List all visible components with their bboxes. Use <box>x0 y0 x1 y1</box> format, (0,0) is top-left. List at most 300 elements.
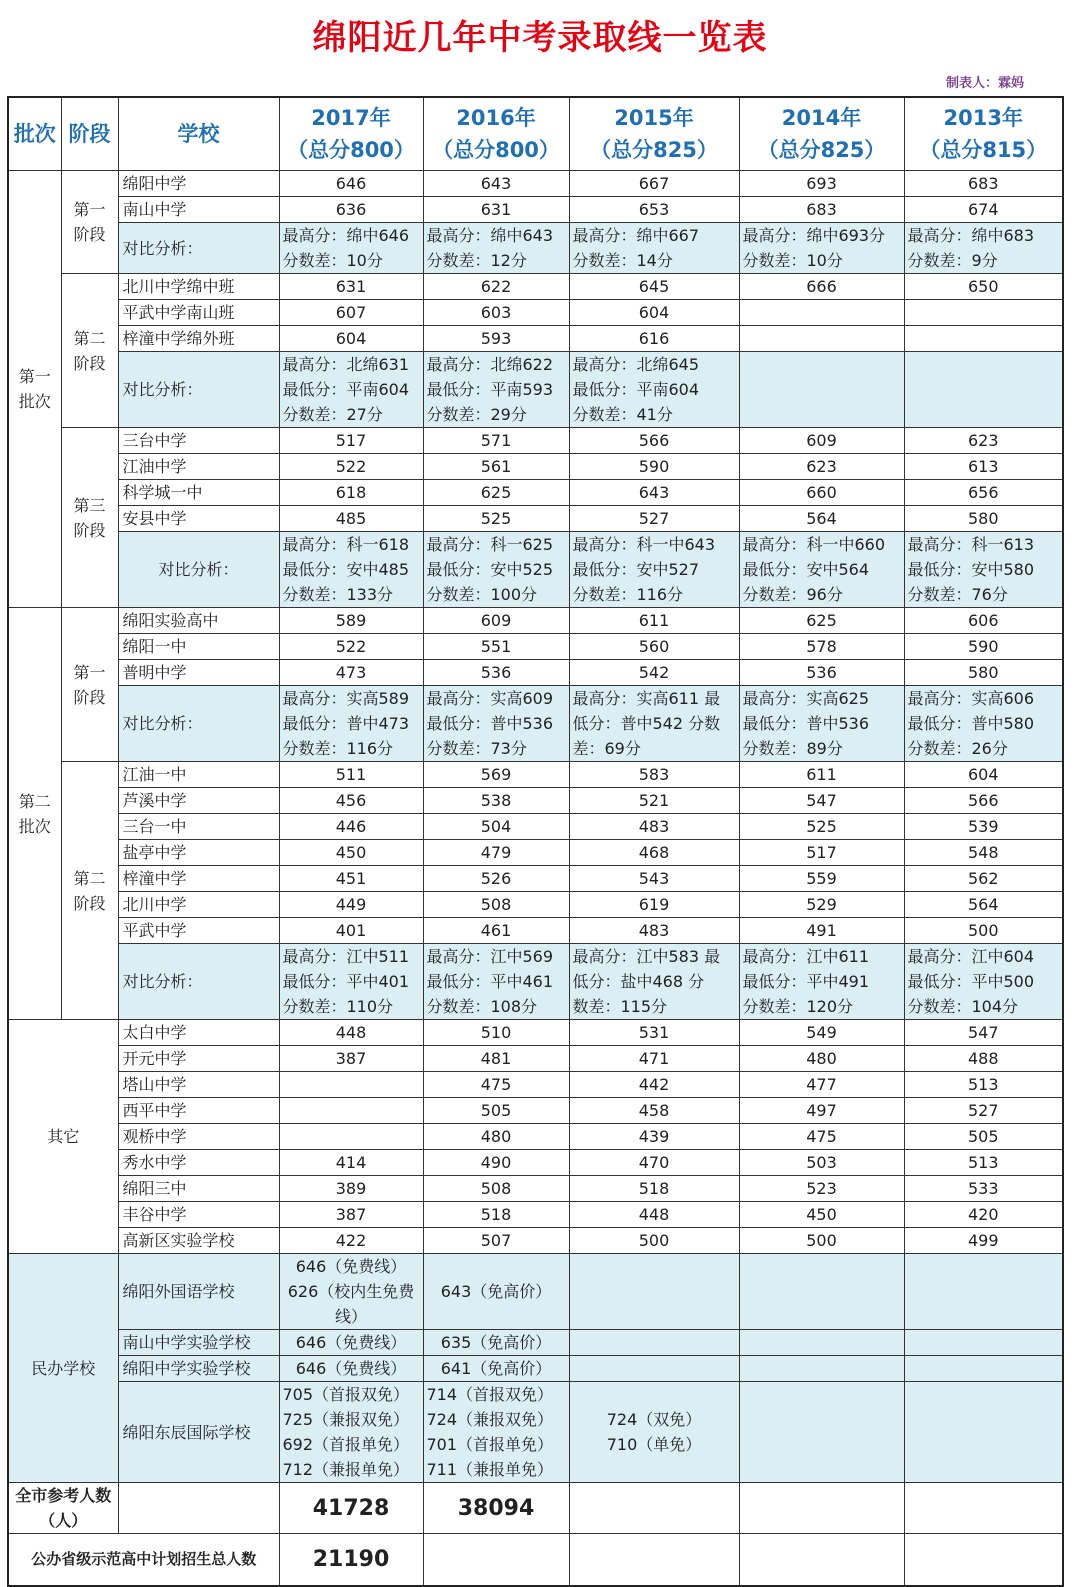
table-row <box>8 1176 1063 1202</box>
score-cell: 448 <box>279 1020 423 1046</box>
header-year <box>739 97 904 171</box>
cell-line: 最低分：平中401 <box>282 972 410 991</box>
header-batch: 批次 <box>8 97 61 171</box>
analysis-cell <box>423 223 569 274</box>
score-cell: 551 <box>423 634 569 660</box>
header-school: 学校 <box>118 97 279 171</box>
score-cell: 480 <box>739 1046 904 1072</box>
cell-line: 最高分：绵中646 <box>282 226 410 245</box>
table-row <box>8 1254 1063 1330</box>
school-name: 绵阳实验高中 <box>118 608 279 634</box>
score-cell: 631 <box>423 197 569 223</box>
cell-line: 最低分：平中461 <box>426 972 554 991</box>
cell-line: 分数差：10分 <box>282 251 383 270</box>
score-cell: 564 <box>904 892 1063 918</box>
score-cell: 559 <box>739 866 904 892</box>
score-cell: 401 <box>279 918 423 944</box>
cell-line: 643（免高价） <box>440 1282 552 1301</box>
score-cell: 490 <box>423 1150 569 1176</box>
cell-line: 低分：普中542 分数 <box>572 714 721 733</box>
score-cell: 503 <box>739 1150 904 1176</box>
school-name: 西平中学 <box>118 1098 279 1124</box>
cell-line: 最低分：安中527 <box>572 560 700 579</box>
school-name: 绵阳一中 <box>118 634 279 660</box>
score-cell: 481 <box>423 1046 569 1072</box>
score-cell: 483 <box>569 814 739 840</box>
analysis-cell <box>279 944 423 1020</box>
score-cell: 625 <box>739 608 904 634</box>
score-cell: 477 <box>739 1072 904 1098</box>
score-cell <box>739 326 904 352</box>
school-name: 太白中学 <box>118 1020 279 1046</box>
school-name: 绵阳中学实验学校 <box>118 1356 279 1382</box>
cell-line: 最高分：北绵645 <box>572 355 700 374</box>
cell-line: 692（首报单免） <box>282 1435 410 1454</box>
score-cell: 636 <box>279 197 423 223</box>
table-row <box>8 1046 1063 1072</box>
score-cell: 542 <box>569 660 739 686</box>
score-cell: 507 <box>423 1228 569 1254</box>
table-row <box>8 1330 1063 1356</box>
school-name: 北川中学 <box>118 892 279 918</box>
school-name: 三台一中 <box>118 814 279 840</box>
score-cell: 543 <box>569 866 739 892</box>
score-cell <box>279 1072 423 1098</box>
cell-line: 分数差：116分 <box>282 739 394 758</box>
cell-line: 最低分：普中580 <box>907 714 1035 733</box>
cell-line: 分数差：76分 <box>907 585 1008 604</box>
table-row <box>8 1020 1063 1046</box>
cell-line: 最高分：绵中643 <box>426 226 554 245</box>
cell-line: 最高分：绵中683 <box>907 226 1035 245</box>
score-cell: 518 <box>423 1202 569 1228</box>
cell-line: 最高分：科一中660 <box>742 535 886 554</box>
score-cell: 471 <box>569 1046 739 1072</box>
score-cell: 548 <box>904 840 1063 866</box>
score-cell: 660 <box>739 480 904 506</box>
school-name: 开元中学 <box>118 1046 279 1072</box>
score-cell: 450 <box>739 1202 904 1228</box>
score-cell <box>279 1382 423 1483</box>
score-cell: 525 <box>423 506 569 532</box>
score-cell: 539 <box>904 814 1063 840</box>
table-row <box>8 1356 1063 1382</box>
score-cell: 508 <box>423 1176 569 1202</box>
table-row <box>8 506 1063 532</box>
cell-line: 分数差：14分 <box>572 251 673 270</box>
score-cell: 580 <box>904 506 1063 532</box>
table-row <box>8 762 1063 788</box>
score-cell: 603 <box>423 300 569 326</box>
score-cell: 458 <box>569 1098 739 1124</box>
analysis-cell <box>569 532 739 608</box>
analysis-cell <box>279 686 423 762</box>
score-cell <box>904 1254 1063 1330</box>
analysis-cell <box>569 352 739 428</box>
examinees-label: 全市参考人数（人） <box>8 1483 118 1534</box>
school-name: 江油中学 <box>118 454 279 480</box>
examinees-value <box>569 1483 739 1534</box>
score-cell: 513 <box>904 1072 1063 1098</box>
score-cell: 523 <box>739 1176 904 1202</box>
score-cell <box>739 1356 904 1382</box>
school-name: 芦溪中学 <box>118 788 279 814</box>
total-label: （总分800） <box>432 138 560 162</box>
year-label: 2016年 <box>456 106 536 130</box>
score-cell <box>739 300 904 326</box>
school-name: 绵阳中学 <box>118 171 279 197</box>
cell-line: 最低分：平南593 <box>426 380 554 399</box>
score-cell <box>279 1098 423 1124</box>
score-cell <box>423 1356 569 1382</box>
score-cell: 483 <box>569 918 739 944</box>
cell-line: 711（兼报单免） <box>426 1460 554 1479</box>
score-cell: 461 <box>423 918 569 944</box>
cell-line: 714（首报双免） <box>426 1385 554 1404</box>
cell-line: 最高分：实高609 <box>426 689 554 708</box>
cell-line: 最低分：平南604 <box>572 380 700 399</box>
score-cell: 508 <box>423 892 569 918</box>
score-cell: 616 <box>569 326 739 352</box>
cell-line: 最低分：安中525 <box>426 560 554 579</box>
examinees-value: 41728 <box>279 1483 423 1534</box>
score-cell: 473 <box>279 660 423 686</box>
score-cell <box>279 1254 423 1330</box>
table-row <box>8 1382 1063 1483</box>
cell-line: 最低分：安中564 <box>742 560 870 579</box>
batch-label: 第一批次 <box>8 171 61 608</box>
score-cell: 529 <box>739 892 904 918</box>
score-cell: 578 <box>739 634 904 660</box>
score-cell: 521 <box>569 788 739 814</box>
header-year <box>423 97 569 171</box>
analysis-row <box>8 352 1063 428</box>
total-label: （总分815） <box>919 138 1048 162</box>
analysis-cell <box>423 686 569 762</box>
score-cell: 497 <box>739 1098 904 1124</box>
cell-line: 712（兼报单免） <box>282 1460 410 1479</box>
score-cell: 646 <box>279 171 423 197</box>
score-cell <box>904 1356 1063 1382</box>
score-cell <box>279 1124 423 1150</box>
score-cell: 604 <box>569 300 739 326</box>
score-cell: 619 <box>569 892 739 918</box>
table-row <box>8 480 1063 506</box>
score-cell: 580 <box>904 660 1063 686</box>
score-cell <box>739 1254 904 1330</box>
score-cell: 650 <box>904 274 1063 300</box>
cell-line: 最高分：江中611 <box>742 947 870 966</box>
cell-line: 分数差：12分 <box>426 251 527 270</box>
batch-label: 第二批次 <box>8 608 61 1020</box>
table-row <box>8 454 1063 480</box>
analysis-cell <box>739 223 904 274</box>
analysis-cell <box>739 686 904 762</box>
table-row <box>8 1098 1063 1124</box>
cell-line: 701（首报单免） <box>426 1435 554 1454</box>
score-cell: 538 <box>423 788 569 814</box>
cell-line: 分数差：10分 <box>742 251 843 270</box>
score-cell: 448 <box>569 1202 739 1228</box>
score-cell: 667 <box>569 171 739 197</box>
table-row <box>8 1228 1063 1254</box>
year-label: 2017年 <box>311 106 391 130</box>
analysis-label: 对比分析： <box>118 686 279 762</box>
analysis-label: 对比分析： <box>118 223 279 274</box>
score-cell: 609 <box>423 608 569 634</box>
score-cell: 560 <box>569 634 739 660</box>
school-name: 绵阳东辰国际学校 <box>118 1382 279 1483</box>
score-cell: 522 <box>279 454 423 480</box>
score-cell <box>569 1254 739 1330</box>
cell-line: 最高分：实高589 <box>282 689 410 708</box>
school-name: 绵阳三中 <box>118 1176 279 1202</box>
score-cell: 609 <box>739 428 904 454</box>
cell-line: 分数差：27分 <box>282 405 383 424</box>
cell-line: 最高分：科一中643 <box>572 535 716 554</box>
score-cell: 475 <box>739 1124 904 1150</box>
score-cell: 583 <box>569 762 739 788</box>
school-name: 南山中学实验学校 <box>118 1330 279 1356</box>
score-cell: 623 <box>739 454 904 480</box>
score-cell: 525 <box>739 814 904 840</box>
score-cell: 604 <box>279 326 423 352</box>
analysis-cell <box>904 532 1063 608</box>
score-cell: 517 <box>279 428 423 454</box>
score-cell: 510 <box>423 1020 569 1046</box>
score-cell: 491 <box>739 918 904 944</box>
analysis-cell <box>904 223 1063 274</box>
score-cell: 566 <box>904 788 1063 814</box>
score-cell: 485 <box>279 506 423 532</box>
cell-line: 分数差：120分 <box>742 997 854 1016</box>
score-cell: 593 <box>423 326 569 352</box>
stage-label: 第二阶段 <box>61 762 118 1020</box>
cell-line: 分数差：108分 <box>426 997 538 1016</box>
score-cell: 500 <box>739 1228 904 1254</box>
score-cell: 456 <box>279 788 423 814</box>
year-label: 2013年 <box>943 106 1023 130</box>
enroll-label: 公办省级示范高中计划招生总人数 <box>8 1534 279 1586</box>
analysis-row <box>8 223 1063 274</box>
stage-label: 第一阶段 <box>61 608 118 762</box>
school-name: 三台中学 <box>118 428 279 454</box>
table-row <box>8 197 1063 223</box>
score-cell: 590 <box>904 634 1063 660</box>
examinees-value: 38094 <box>423 1483 569 1534</box>
analysis-cell <box>569 944 739 1020</box>
score-cell: 468 <box>569 840 739 866</box>
header-stage: 阶段 <box>61 97 118 171</box>
cell-line: 低分：盐中468 分 <box>572 972 705 991</box>
examinees-value <box>904 1483 1063 1534</box>
stage-label: 第一阶段 <box>61 171 118 274</box>
table-row <box>8 274 1063 300</box>
score-cell: 511 <box>279 762 423 788</box>
table-row <box>8 1202 1063 1228</box>
score-cell <box>423 1382 569 1483</box>
analysis-label: 对比分析： <box>118 532 279 608</box>
header-year <box>904 97 1063 171</box>
analysis-cell <box>423 532 569 608</box>
score-cell: 613 <box>904 454 1063 480</box>
score-cell: 527 <box>569 506 739 532</box>
score-cell: 589 <box>279 608 423 634</box>
score-cell <box>904 300 1063 326</box>
analysis-cell <box>279 352 423 428</box>
cell-line: 最高分：科一625 <box>426 535 554 554</box>
table-row <box>8 634 1063 660</box>
score-cell: 693 <box>739 171 904 197</box>
table-row <box>8 326 1063 352</box>
analysis-cell <box>569 686 739 762</box>
score-cell: 439 <box>569 1124 739 1150</box>
cell-line: 数差：115分 <box>572 997 668 1016</box>
school-name: 江油一中 <box>118 762 279 788</box>
school-name: 观桥中学 <box>118 1124 279 1150</box>
score-cell: 564 <box>739 506 904 532</box>
score-cell <box>904 326 1063 352</box>
cell-line: 最高分：绵中667 <box>572 226 700 245</box>
admission-score-table <box>7 96 1064 1587</box>
cell-line: 626（校内生免费 <box>287 1282 415 1301</box>
score-cell: 611 <box>739 762 904 788</box>
score-cell: 656 <box>904 480 1063 506</box>
cell-line: 705（首报双免） <box>282 1385 410 1404</box>
cell-line: 724（双免） <box>606 1410 702 1429</box>
cell-line: 最高分：江中511 <box>282 947 410 966</box>
score-cell: 569 <box>423 762 569 788</box>
score-cell: 606 <box>904 608 1063 634</box>
score-cell <box>569 1330 739 1356</box>
school-name: 秀水中学 <box>118 1150 279 1176</box>
total-label: （总分825） <box>590 138 718 162</box>
cell-line: 分数差：9分 <box>907 251 998 270</box>
cell-line: 最低分：普中536 <box>742 714 870 733</box>
page-title: 绵阳近几年中考录取线一览表 <box>312 18 768 58</box>
table-body <box>8 171 1063 1586</box>
group-label-others: 其它 <box>8 1020 118 1254</box>
table-row <box>8 1072 1063 1098</box>
score-cell <box>279 1330 423 1356</box>
score-cell: 470 <box>569 1150 739 1176</box>
score-cell: 645 <box>569 274 739 300</box>
cell-line: 差：69分 <box>572 739 641 758</box>
score-cell: 607 <box>279 300 423 326</box>
year-label: 2015年 <box>614 106 694 130</box>
score-cell: 611 <box>569 608 739 634</box>
score-cell: 451 <box>279 866 423 892</box>
score-cell: 653 <box>569 197 739 223</box>
cell-line: 分数差：26分 <box>907 739 1008 758</box>
enroll-value: 21190 <box>279 1534 423 1586</box>
cell-line: 分数差：41分 <box>572 405 673 424</box>
analysis-cell <box>904 944 1063 1020</box>
score-cell: 504 <box>423 814 569 840</box>
table-row <box>8 428 1063 454</box>
analysis-cell <box>739 532 904 608</box>
score-cell: 536 <box>423 660 569 686</box>
score-cell: 536 <box>739 660 904 686</box>
cell-line: 最高分：实高625 <box>742 689 870 708</box>
score-cell: 547 <box>739 788 904 814</box>
school-name: 平武中学 <box>118 918 279 944</box>
cell-line: 最低分：平南604 <box>282 380 410 399</box>
school-name: 高新区实验学校 <box>118 1228 279 1254</box>
score-cell: 683 <box>904 171 1063 197</box>
score-cell: 517 <box>739 840 904 866</box>
total-label: （总分800） <box>287 138 415 162</box>
score-cell <box>904 1330 1063 1356</box>
table-row <box>8 1124 1063 1150</box>
table-row <box>8 892 1063 918</box>
table-row <box>8 300 1063 326</box>
score-cell: 450 <box>279 840 423 866</box>
analysis-cell <box>423 352 569 428</box>
score-cell: 562 <box>904 866 1063 892</box>
empty-cell <box>118 1483 279 1534</box>
cell-line: 最高分：科一618 <box>282 535 410 554</box>
cell-line: 分数差：73分 <box>426 739 527 758</box>
cell-line: 分数差：104分 <box>907 997 1019 1016</box>
cell-line: 最高分：绵中693分 <box>742 226 886 245</box>
score-cell <box>423 1254 569 1330</box>
school-name: 塔山中学 <box>118 1072 279 1098</box>
score-cell: 547 <box>904 1020 1063 1046</box>
cell-line: 线） <box>334 1307 367 1326</box>
cell-line: 635（免高价） <box>440 1333 552 1352</box>
cell-line: 646（免费线） <box>295 1359 407 1378</box>
score-cell: 442 <box>569 1072 739 1098</box>
score-cell: 561 <box>423 454 569 480</box>
score-cell: 526 <box>423 866 569 892</box>
score-cell: 571 <box>423 428 569 454</box>
cell-line: 724（兼报双免） <box>426 1410 554 1429</box>
year-label: 2014年 <box>781 106 862 130</box>
table-row <box>8 788 1063 814</box>
score-cell: 625 <box>423 480 569 506</box>
score-cell: 683 <box>739 197 904 223</box>
score-cell: 590 <box>569 454 739 480</box>
score-cell: 522 <box>279 634 423 660</box>
cell-line: 分数差：89分 <box>742 739 843 758</box>
table-row <box>8 608 1063 634</box>
table-row <box>8 918 1063 944</box>
header-year <box>569 97 739 171</box>
cell-line: 最高分：江中583 最 <box>572 947 721 966</box>
school-name: 北川中学绵中班 <box>118 274 279 300</box>
score-cell: 513 <box>904 1150 1063 1176</box>
analysis-row <box>8 686 1063 762</box>
cell-line: 646（免费线） <box>295 1333 407 1352</box>
cell-line: 最高分：江中604 <box>907 947 1035 966</box>
score-cell: 499 <box>904 1228 1063 1254</box>
analysis-label: 对比分析： <box>118 944 279 1020</box>
school-name: 科学城一中 <box>118 480 279 506</box>
score-cell: 527 <box>904 1098 1063 1124</box>
analysis-label: 对比分析： <box>118 352 279 428</box>
cell-line: 最低分：普中536 <box>426 714 554 733</box>
cell-line: 最低分：安中485 <box>282 560 410 579</box>
score-cell: 449 <box>279 892 423 918</box>
school-name: 盐亭中学 <box>118 840 279 866</box>
score-cell: 475 <box>423 1072 569 1098</box>
score-cell: 549 <box>739 1020 904 1046</box>
score-cell: 389 <box>279 1176 423 1202</box>
cell-line: 分数差：133分 <box>282 585 394 604</box>
cell-line: 分数差：96分 <box>742 585 843 604</box>
score-cell: 566 <box>569 428 739 454</box>
